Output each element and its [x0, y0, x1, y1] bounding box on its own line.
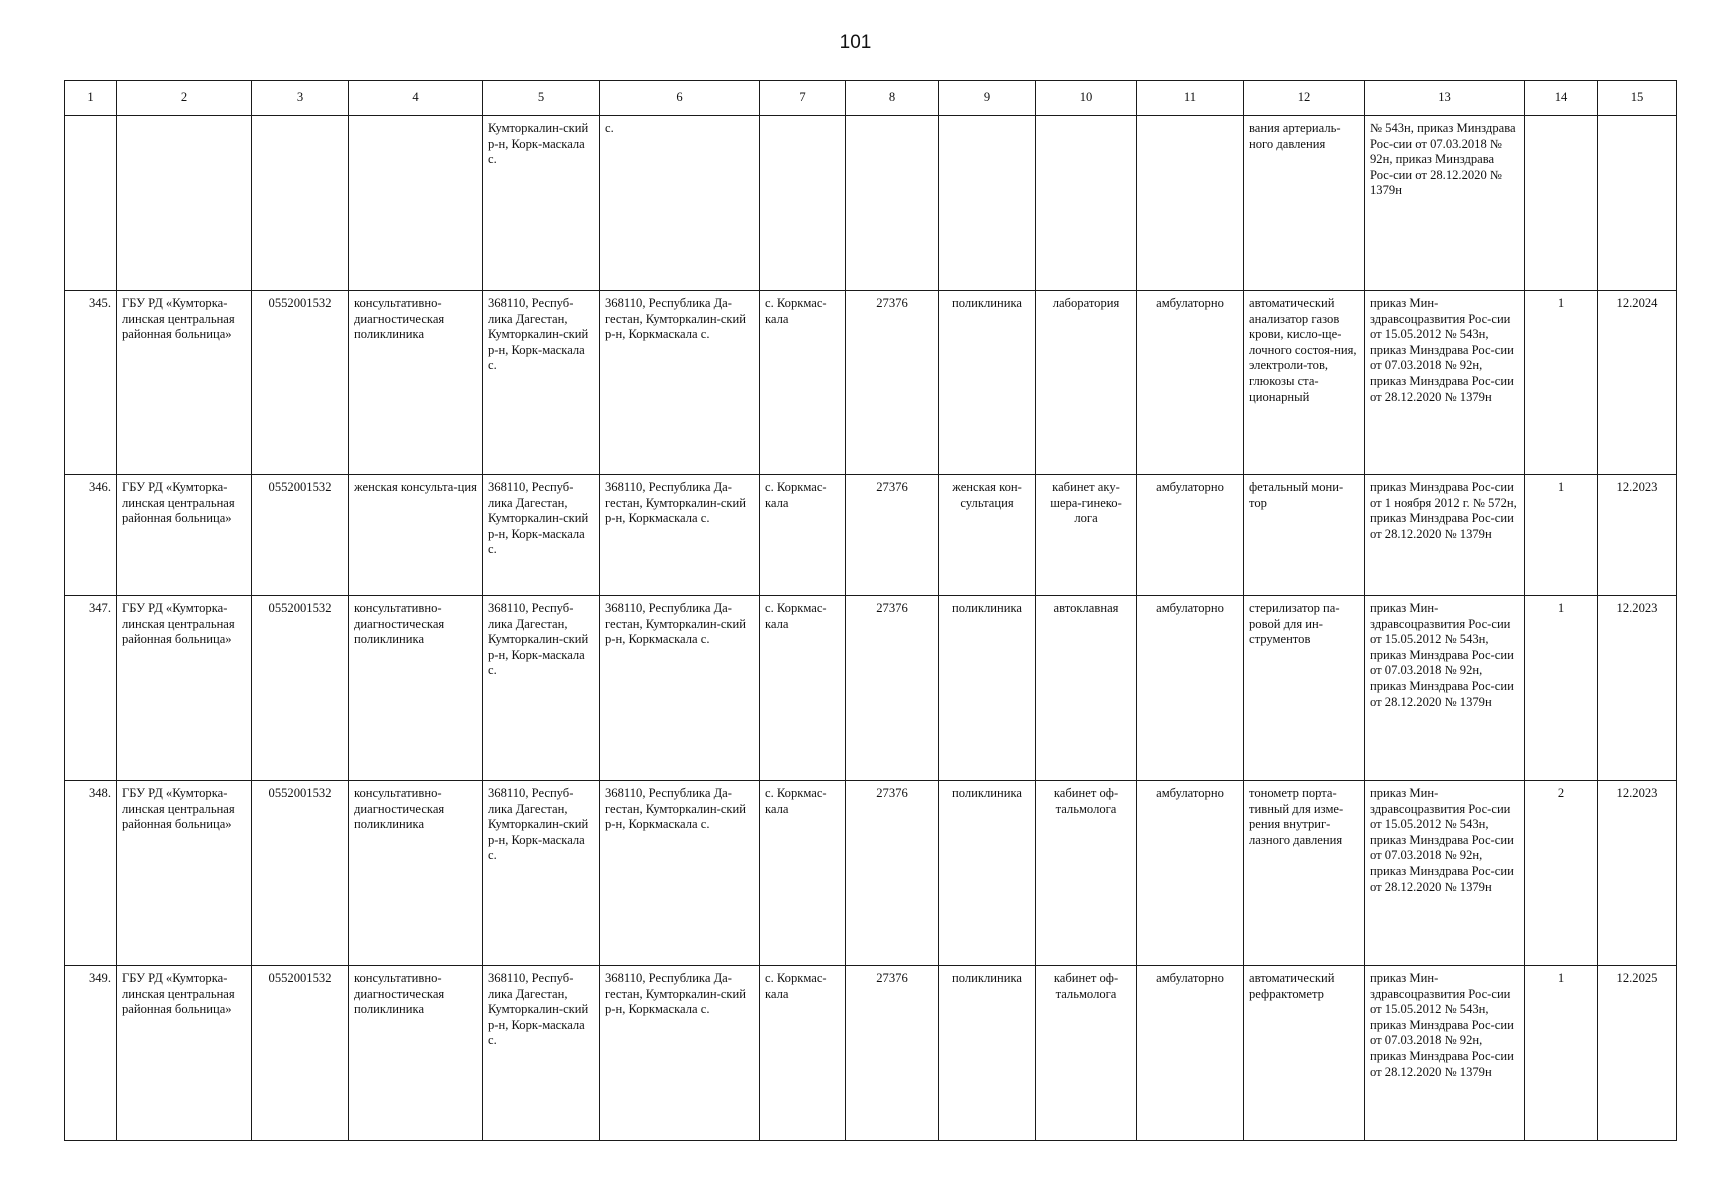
cell-regulation: № 543н, приказ Минздрава Рос-сии от 07.03.2018 № 92н, приказ Минздрава Рос-сии от 28.12.2020 № 1379н — [1365, 116, 1525, 291]
cell-room: лаборатория — [1036, 291, 1137, 475]
cell-equipment: автоматический рефрактометр — [1244, 966, 1365, 1141]
cell-regulation: приказ Мин-здравсоцразвития Рос-сии от 15.05.2012 № 543н, приказ Минздрава Рос-сии от 07.03.2018 № 92н, приказ Минздрава Рос-сии от 28.12.2020 № 1379н — [1365, 596, 1525, 781]
cell-actual-address: с. — [600, 116, 760, 291]
table-row — [65, 291, 1677, 475]
cell-population — [846, 116, 939, 291]
cell-date: 12.2024 — [1598, 291, 1677, 475]
cell-inn: 0552001532 — [252, 781, 349, 966]
cell-organization: ГБУ РД «Кумторка-линская центральная районная больница» — [117, 291, 252, 475]
column-header: 9 — [939, 81, 1036, 116]
cell-locality: с. Коркмас-кала — [760, 966, 846, 1141]
column-header: 14 — [1525, 81, 1598, 116]
cell-legal-address: 368110, Респуб-лика Дагестан, Кумторкалин-ский р-н, Корк-маскала с. — [483, 291, 600, 475]
cell-number: 349. — [65, 966, 117, 1141]
cell-date: 12.2023 — [1598, 781, 1677, 966]
cell-date: 12.2025 — [1598, 966, 1677, 1141]
cell-equipment: фетальный мони-тор — [1244, 475, 1365, 596]
cell-inn: 0552001532 — [252, 596, 349, 781]
cell-legal-address: 368110, Респуб-лика Дагестан, Кумторкалин-ский р-н, Корк-маскала с. — [483, 475, 600, 596]
cell-legal-address: 368110, Респуб-лика Дагестан, Кумторкалин-ский р-н, Корк-маскала с. — [483, 781, 600, 966]
cell-actual-address: 368110, Республика Да-гестан, Кумторкалин-ский р-н, Коркмаскала с. — [600, 781, 760, 966]
column-header: 11 — [1137, 81, 1244, 116]
cell-date — [1598, 116, 1677, 291]
cell-room: кабинет оф-тальмолога — [1036, 966, 1137, 1141]
cell-population: 27376 — [846, 475, 939, 596]
cell-population: 27376 — [846, 781, 939, 966]
cell-department — [939, 116, 1036, 291]
cell-organization: ГБУ РД «Кумторка-линская центральная районная больница» — [117, 475, 252, 596]
cell-department: женская кон-сультация — [939, 475, 1036, 596]
cell-care-type: амбулаторно — [1137, 291, 1244, 475]
cell-equipment: автоматический анализатор газов крови, кисло-ще-лочного состоя-ния, электроли-тов, глюкозы ста-ционарный — [1244, 291, 1365, 475]
column-header: 10 — [1036, 81, 1137, 116]
cell-care-type: амбулаторно — [1137, 966, 1244, 1141]
cell-population: 27376 — [846, 596, 939, 781]
cell-organization: ГБУ РД «Кумторка-линская центральная районная больница» — [117, 966, 252, 1141]
cell-unit — [349, 116, 483, 291]
cell-number: 348. — [65, 781, 117, 966]
cell-quantity: 2 — [1525, 781, 1598, 966]
cell-number — [65, 116, 117, 291]
cell-care-type: амбулаторно — [1137, 781, 1244, 966]
cell-locality: с. Коркмас-кала — [760, 596, 846, 781]
column-header: 4 — [349, 81, 483, 116]
table-row — [65, 475, 1677, 596]
cell-population: 27376 — [846, 966, 939, 1141]
column-header: 2 — [117, 81, 252, 116]
column-header: 5 — [483, 81, 600, 116]
continuation-row — [65, 116, 1677, 291]
cell-inn: 0552001532 — [252, 966, 349, 1141]
cell-care-type: амбулаторно — [1137, 596, 1244, 781]
cell-locality — [760, 116, 846, 291]
cell-unit: консультативно-диагностическая поликлиника — [349, 291, 483, 475]
cell-quantity: 1 — [1525, 596, 1598, 781]
cell-regulation: приказ Мин-здравсоцразвития Рос-сии от 15.05.2012 № 543н, приказ Минздрава Рос-сии от 07.03.2018 № 92н, приказ Минздрава Рос-сии от 28.12.2020 № 1379н — [1365, 781, 1525, 966]
table-row — [65, 596, 1677, 781]
cell-organization — [117, 116, 252, 291]
cell-unit: консультативно-диагностическая поликлиника — [349, 966, 483, 1141]
column-header: 15 — [1598, 81, 1677, 116]
cell-actual-address: 368110, Республика Да-гестан, Кумторкалин-ский р-н, Коркмаскала с. — [600, 966, 760, 1141]
column-header: 12 — [1244, 81, 1365, 116]
cell-care-type — [1137, 116, 1244, 291]
cell-quantity: 1 — [1525, 966, 1598, 1141]
cell-equipment: тонометр порта-тивный для изме-рения внутриг-лазного давления — [1244, 781, 1365, 966]
cell-date: 12.2023 — [1598, 596, 1677, 781]
page-number: 101 — [839, 32, 872, 53]
table-row — [65, 781, 1677, 966]
cell-unit: консультативно-диагностическая поликлиника — [349, 596, 483, 781]
equipment-register-table — [64, 80, 1677, 1141]
cell-equipment: стерилизатор па-ровой для ин-струментов — [1244, 596, 1365, 781]
cell-regulation: приказ Мин-здравсоцразвития Рос-сии от 15.05.2012 № 543н, приказ Минздрава Рос-сии от 07.03.2018 № 92н, приказ Минздрава Рос-сии от 28.12.2020 № 1379н — [1365, 966, 1525, 1141]
column-header: 13 — [1365, 81, 1525, 116]
cell-inn — [252, 116, 349, 291]
cell-locality: с. Коркмас-кала — [760, 475, 846, 596]
cell-number: 347. — [65, 596, 117, 781]
cell-organization: ГБУ РД «Кумторка-линская центральная районная больница» — [117, 596, 252, 781]
cell-date: 12.2023 — [1598, 475, 1677, 596]
cell-population: 27376 — [846, 291, 939, 475]
cell-room: кабинет оф-тальмолога — [1036, 781, 1137, 966]
column-header: 1 — [65, 81, 117, 116]
cell-equipment: вания артериаль-ного давления — [1244, 116, 1365, 291]
cell-legal-address: 368110, Респуб-лика Дагестан, Кумторкалин-ский р-н, Корк-маскала с. — [483, 596, 600, 781]
cell-inn: 0552001532 — [252, 475, 349, 596]
cell-department: поликлиника — [939, 596, 1036, 781]
cell-quantity: 1 — [1525, 291, 1598, 475]
cell-room — [1036, 116, 1137, 291]
column-header: 8 — [846, 81, 939, 116]
cell-organization: ГБУ РД «Кумторка-линская центральная районная больница» — [117, 781, 252, 966]
cell-actual-address: 368110, Республика Да-гестан, Кумторкалин-ский р-н, Коркмаскала с. — [600, 475, 760, 596]
cell-legal-address: Кумторкалин-ский р-н, Корк-маскала с. — [483, 116, 600, 291]
cell-unit: консультативно-диагностическая поликлиника — [349, 781, 483, 966]
cell-locality: с. Коркмас-кала — [760, 781, 846, 966]
cell-care-type: амбулаторно — [1137, 475, 1244, 596]
cell-actual-address: 368110, Республика Да-гестан, Кумторкалин-ский р-н, Коркмаскала с. — [600, 291, 760, 475]
cell-number: 345. — [65, 291, 117, 475]
cell-quantity — [1525, 116, 1598, 291]
cell-legal-address: 368110, Респуб-лика Дагестан, Кумторкалин-ский р-н, Корк-маскала с. — [483, 966, 600, 1141]
column-header: 7 — [760, 81, 846, 116]
cell-number: 346. — [65, 475, 117, 596]
cell-regulation: приказ Мин-здравсоцразвития Рос-сии от 15.05.2012 № 543н, приказ Минздрава Рос-сии от 07.03.2018 № 92н, приказ Минздрава Рос-сии от 28.12.2020 № 1379н — [1365, 291, 1525, 475]
cell-unit: женская консульта-ция — [349, 475, 483, 596]
header-row — [65, 81, 1677, 116]
table-row — [65, 966, 1677, 1141]
cell-room: автоклавная — [1036, 596, 1137, 781]
cell-locality: с. Коркмас-кала — [760, 291, 846, 475]
cell-department: поликлиника — [939, 781, 1036, 966]
column-header: 6 — [600, 81, 760, 116]
cell-department: поликлиника — [939, 291, 1036, 475]
cell-department: поликлиника — [939, 966, 1036, 1141]
cell-regulation: приказ Минздрава Рос-сии от 1 ноября 2012 г. № 572н, приказ Минздрава Рос-сии от 28.12.2020 № 1379н — [1365, 475, 1525, 596]
cell-inn: 0552001532 — [252, 291, 349, 475]
column-header: 3 — [252, 81, 349, 116]
cell-room: кабинет аку-шера-гинеко-лога — [1036, 475, 1137, 596]
cell-quantity: 1 — [1525, 475, 1598, 596]
cell-actual-address: 368110, Республика Да-гестан, Кумторкалин-ский р-н, Коркмаскала с. — [600, 596, 760, 781]
